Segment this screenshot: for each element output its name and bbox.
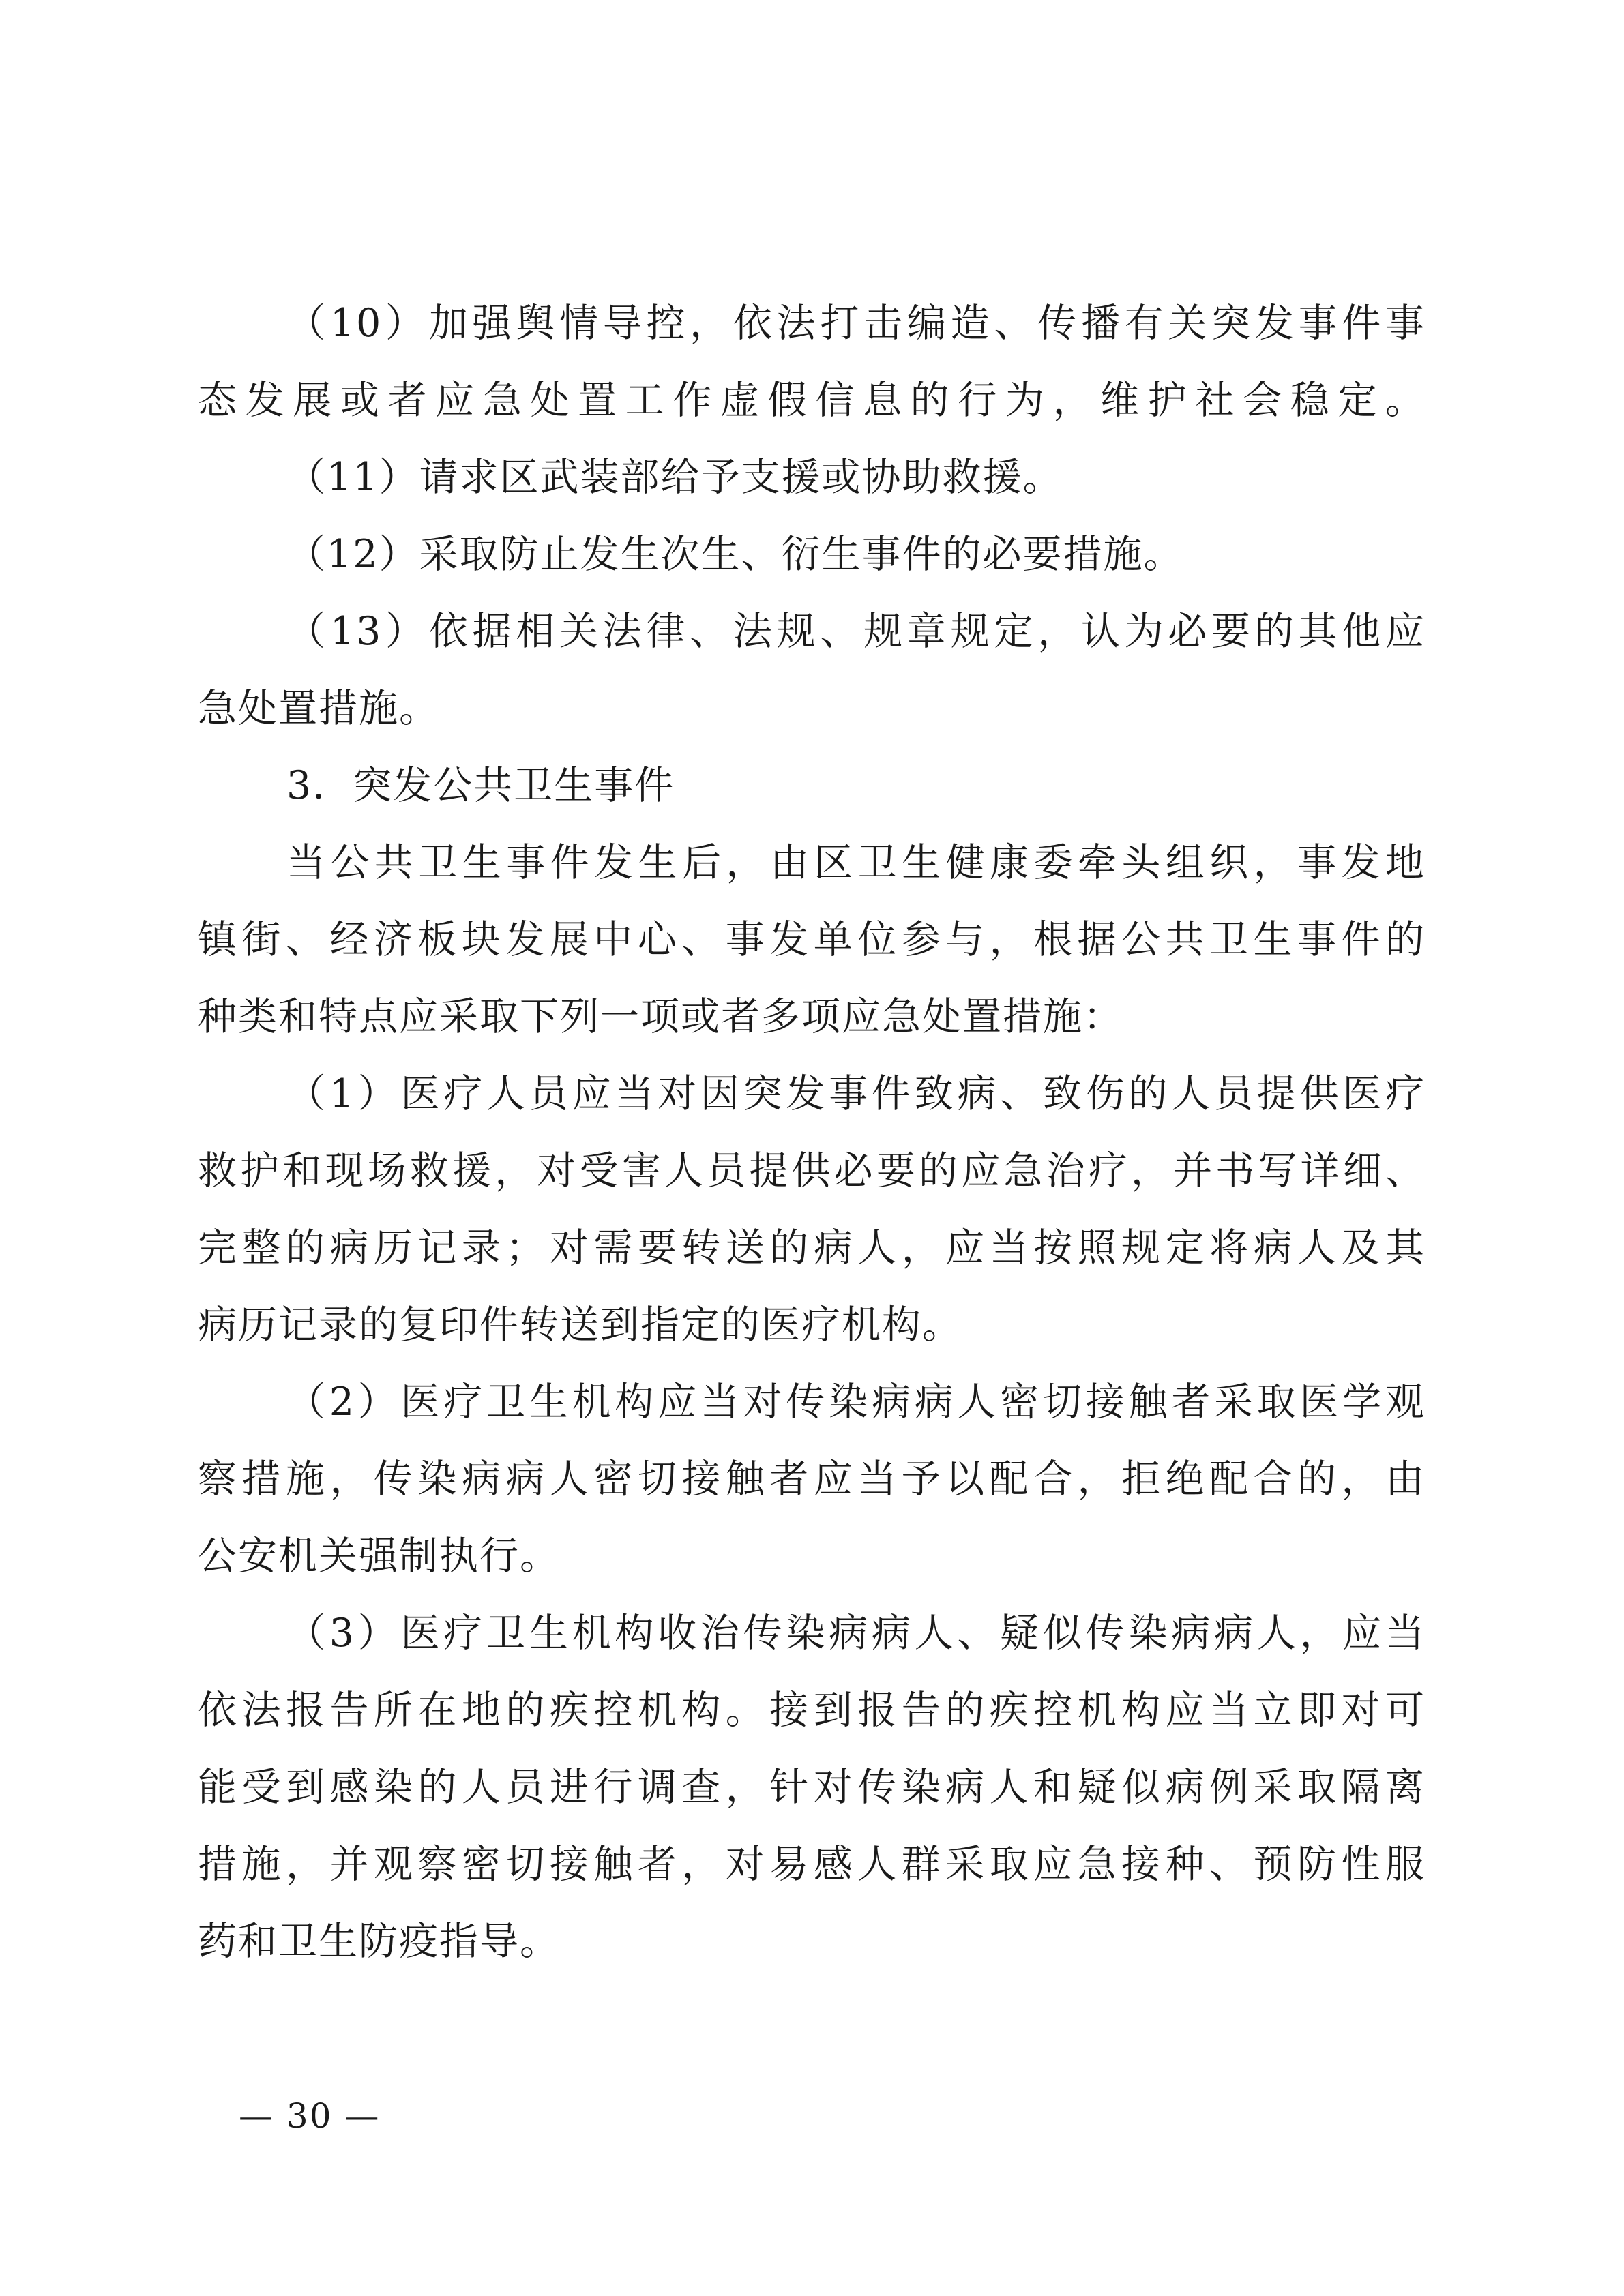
paragraph-line: （2）医疗卫生机构应当对传染病病人密切接触者采取医学观 (286, 1380, 1426, 1425)
paragraph-line: 措施，并观察密切接触者，对易感人群采取应急接种、预防性服 (198, 1842, 1426, 1887)
paragraph-line: （1）医疗人员应当对因突发事件致病、致伤的人员提供医疗 (286, 1071, 1426, 1116)
paragraph-line: 依法报告所在地的疾控机构。接到报告的疾控机构应当立即对可 (198, 1688, 1426, 1733)
paragraph-line: （13）依据相关法律、法规、规章规定，认为必要的其他应 (286, 609, 1426, 654)
paragraph-line: 救护和现场救援，对受害人员提供必要的应急治疗，并书写详细、 (198, 1148, 1426, 1193)
section-heading: 3．突发公共卫生事件 (286, 763, 675, 808)
paragraph-line: 完整的病历记录；对需要转送的病人，应当按照规定将病人及其 (198, 1225, 1426, 1270)
paragraph-line: （10）加强舆情导控，依法打击编造、传播有关突发事件事 (286, 301, 1426, 346)
paragraph-line: 能受到感染的人员进行调查，针对传染病人和疑似病例采取隔离 (198, 1765, 1426, 1810)
paragraph-line: 病历记录的复印件转送到指定的医疗机构。 (198, 1302, 962, 1347)
paragraph-line: 态发展或者应急处置工作虚假信息的行为，维护社会稳定。 (198, 378, 1426, 423)
page-number: — 30 — (239, 2096, 381, 2136)
paragraph-line: 种类和特点应采取下列一项或者多项应急处置措施： (198, 994, 1123, 1039)
paragraph-line: 公安机关强制执行。 (198, 1534, 560, 1579)
paragraph-line: （3）医疗卫生机构收治传染病病人、疑似传染病病人，应当 (286, 1611, 1426, 1656)
paragraph-line: （11）请求区武装部给予支援或协助救援。 (286, 455, 1063, 500)
paragraph-line: （12）采取防止发生次生、衍生事件的必要措施。 (286, 532, 1184, 577)
paragraph-line: 急处置措施。 (198, 686, 439, 731)
paragraph-line: 药和卫生防疫指导。 (198, 1919, 560, 1964)
paragraph-line: 察措施，传染病病人密切接触者应当予以配合，拒绝配合的，由 (198, 1457, 1426, 1502)
paragraph-line: 当公共卫生事件发生后，由区卫生健康委牵头组织，事发地 (286, 840, 1426, 885)
paragraph-line: 镇街、经济板块发展中心、事发单位参与，根据公共卫生事件的 (198, 917, 1426, 962)
